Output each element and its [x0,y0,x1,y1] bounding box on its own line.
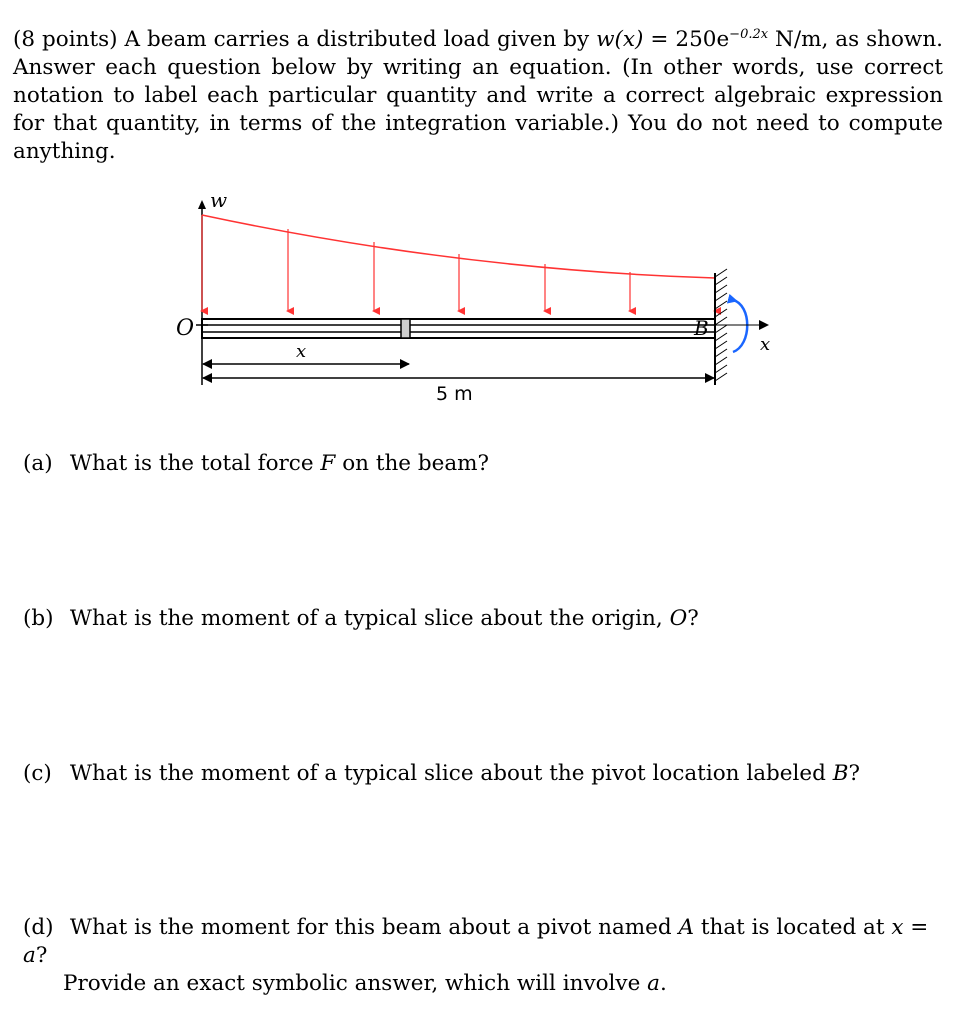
question-variable: F [320,451,336,476]
x-axis-label: x [760,334,771,355]
points-label: (8 points) [13,27,118,52]
w-axis-arrowhead [198,200,206,209]
question-variable: O [669,606,688,631]
question-text-mid: that is located at [700,915,885,940]
question-text: What is the total force [69,451,314,476]
question-condition: x = a [23,915,929,968]
moment-arrow [733,300,747,352]
question-c [23,760,943,788]
problem-statement [13,26,943,166]
origin-label: O [176,316,195,341]
question-text-end: ? [35,943,48,968]
question-label: (a) [23,451,53,476]
length-label: 5 m [436,383,473,405]
load-units: N/m, as shown. [775,27,944,52]
load-exponent: −0.2x [729,26,769,42]
question-text-end: ? [848,761,861,786]
load-function: w(x) [596,27,644,52]
beam-slice [401,319,410,338]
instructions-text: Answer each question below by writing an equation. (In other words, use correct notation to label each particular quantity and write a correct algebraic expression for that quantity, in terms of the integration variable.) You do not need to compute anything. [13,55,943,164]
question-text-line2: Provide an exact symbolic answer, which will involve [63,971,641,996]
equals-sign: = [650,27,669,52]
question-text: What is the moment of a typical slice about the origin, [69,606,663,631]
pivot-b-label: B [694,316,709,340]
w-axis-label: w [210,188,228,212]
question-b [23,605,943,633]
x-dimension-label: x [296,341,307,362]
question-label: (b) [23,606,54,631]
load-coefficient: 250e [675,27,730,52]
question-variable-a: a [647,971,660,996]
statement-text: A beam carries a distributed load given by [124,27,590,52]
question-text-end: ? [687,606,699,631]
question-text-line2-end: . [659,971,667,996]
question-variable: A [678,915,695,940]
question-d [23,914,943,998]
beam [202,319,715,338]
question-a [23,450,943,478]
question-label: (c) [23,761,52,786]
load-arrows [202,215,715,311]
question-text: What is the moment for this beam about a pivot named [69,915,672,940]
beam-diagram-svg [160,185,800,420]
wall-support [715,269,727,385]
question-text: What is the moment of a typical slice about the pivot location labeled [69,761,826,786]
question-variable: B [832,761,849,786]
question-label: (d) [23,915,54,940]
beam-diagram [160,185,800,420]
question-text-end: on the beam? [342,451,490,476]
